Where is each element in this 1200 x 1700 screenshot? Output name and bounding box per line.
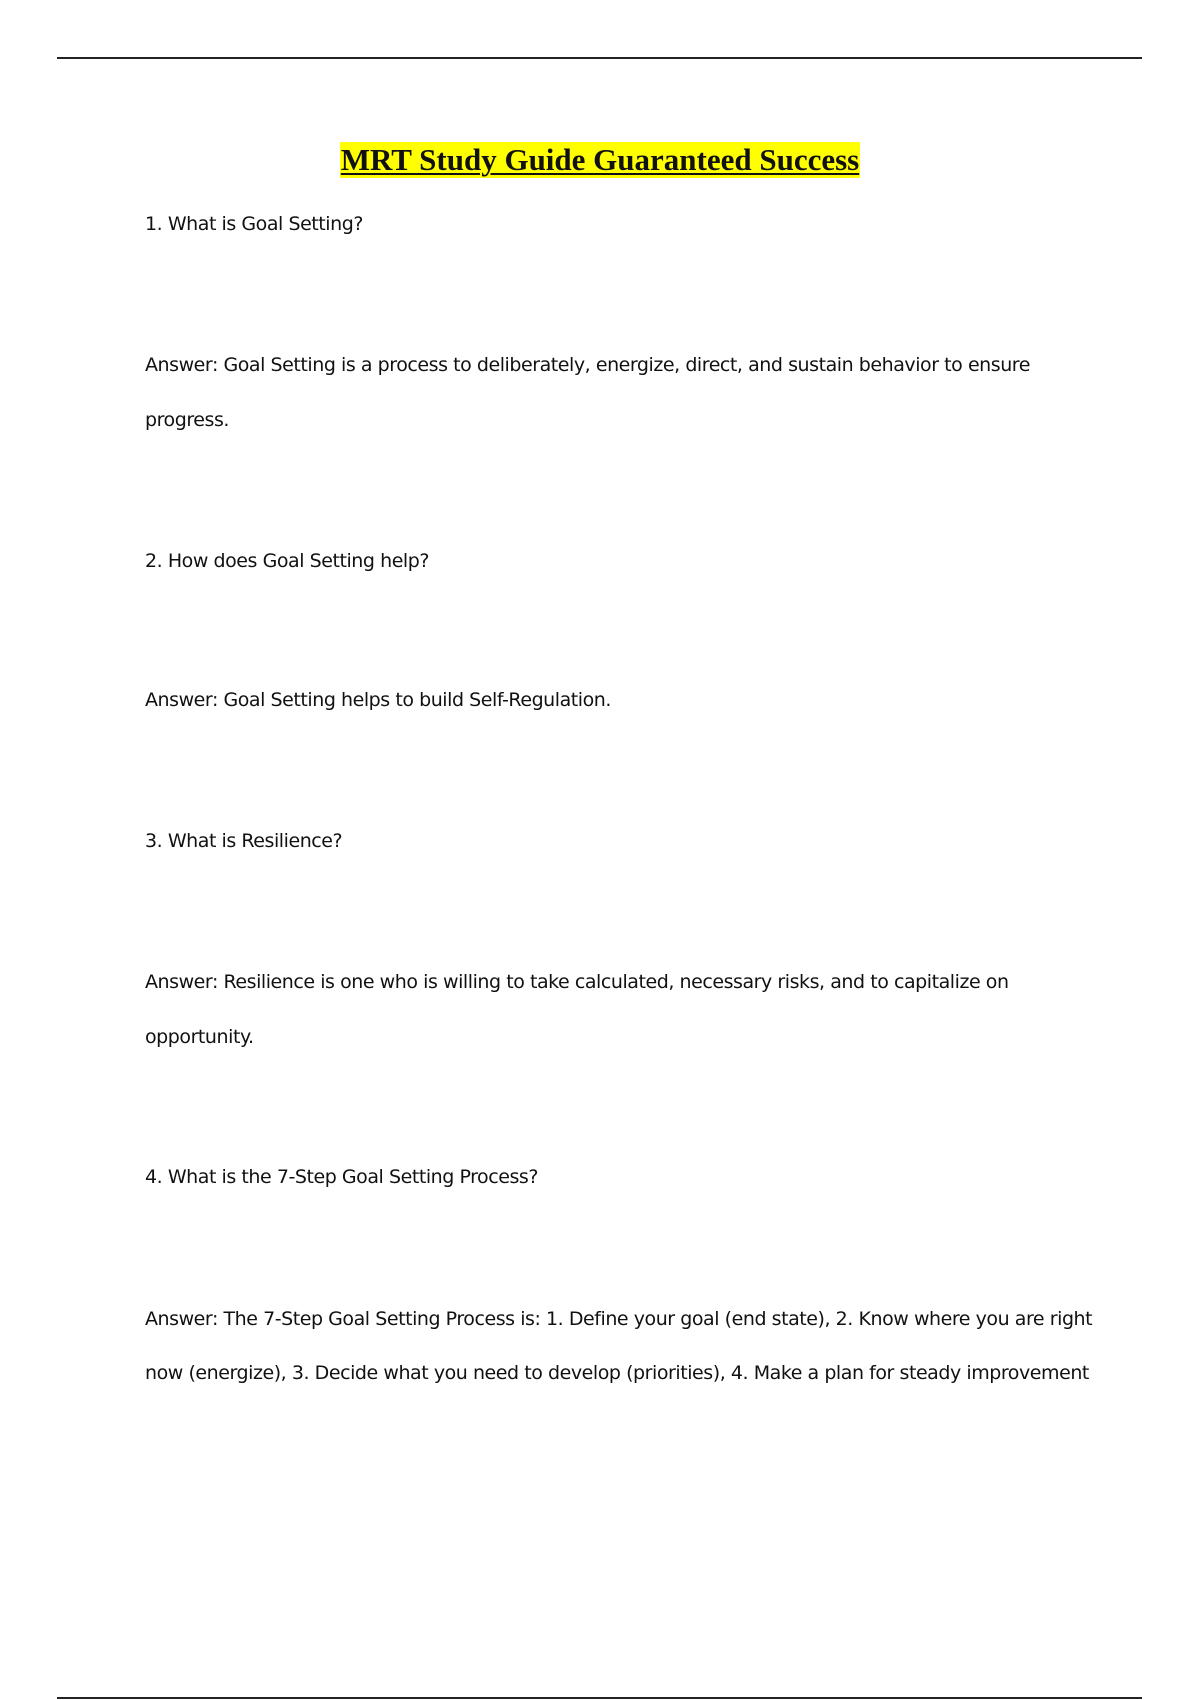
bottom-rule — [57, 1697, 1142, 1699]
answer-1-line-2: progress. — [145, 409, 230, 431]
answer-4-line-2: now (energize), 3. Decide what you need to develop (priorities), 4. Make a plan for steady improvement — [145, 1362, 1089, 1384]
answer-4-line-1: Answer: The 7-Step Goal Setting Process is: 1. Define your goal (end state), 2. Know where you are right — [145, 1308, 1093, 1330]
answer-1-line-1: Answer: Goal Setting is a process to deliberately, energize, direct, and sustain behavior to ensure — [145, 354, 1030, 376]
answer-3-line-1: Answer: Resilience is one who is willing to take calculated, necessary risks, and to capitalize on — [145, 971, 1009, 993]
top-rule — [57, 57, 1142, 59]
answer-2-line-1: Answer: Goal Setting helps to build Self-Regulation. — [145, 689, 611, 711]
question-2: 2. How does Goal Setting help? — [145, 550, 430, 572]
answer-3-line-2: opportunity. — [145, 1026, 254, 1048]
question-4: 4. What is the 7-Step Goal Setting Process? — [145, 1166, 539, 1188]
document-title: MRT Study Guide Guaranteed Success — [340, 142, 860, 177]
title-container — [0, 142, 1200, 178]
question-1: 1. What is Goal Setting? — [145, 213, 363, 235]
question-3: 3. What is Resilience? — [145, 830, 343, 852]
